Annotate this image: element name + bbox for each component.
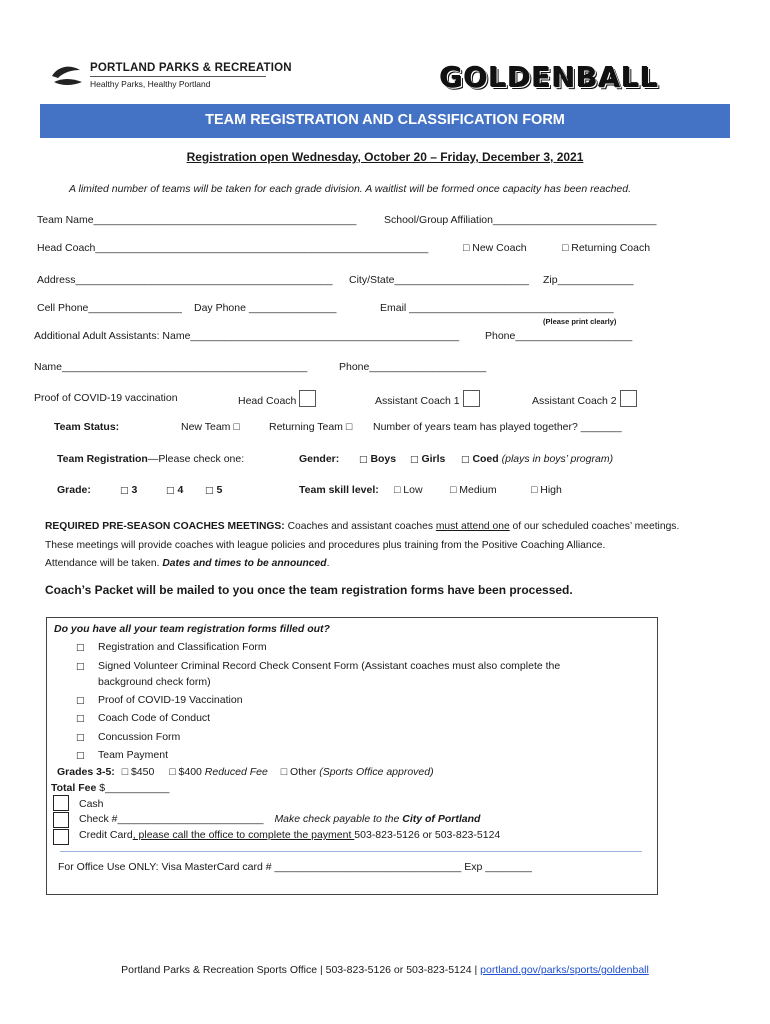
gender-girls[interactable]: □ Girls bbox=[410, 453, 446, 465]
skill-level-label: Team skill level: bbox=[299, 484, 379, 496]
covid-assistant-1[interactable] bbox=[375, 390, 480, 407]
fee-450[interactable]: □ $450 bbox=[121, 766, 155, 778]
team-name-field[interactable]: Team Name_____________________________________________ bbox=[37, 214, 357, 226]
meetings-period: . bbox=[326, 558, 330, 569]
fee-400[interactable]: □ $400 bbox=[169, 766, 202, 778]
gender-coed-label: Coed bbox=[472, 453, 499, 465]
grade-5-label: 5 bbox=[216, 484, 223, 496]
coed-note: (plays in boys’ program) bbox=[501, 453, 614, 465]
meetings-line-1 bbox=[45, 521, 679, 532]
total-fee-label: Total Fee bbox=[51, 782, 97, 794]
new-team-checkbox[interactable]: New Team □ bbox=[181, 421, 240, 433]
covid-assistant-1-checkbox[interactable] bbox=[463, 390, 480, 407]
fee-other-note: (Sports Office approved) bbox=[319, 766, 434, 778]
ppr-tagline: Healthy Parks, Healthy Portland bbox=[90, 79, 211, 89]
city-of-portland: City of Portland bbox=[402, 813, 481, 825]
skill-medium[interactable]: □ Medium bbox=[450, 484, 497, 496]
credit-card-instruction: , please call the office to complete the payment bbox=[132, 829, 355, 841]
grade-label: Grade: bbox=[57, 484, 91, 496]
covid-assistant-2-checkbox[interactable] bbox=[620, 390, 637, 407]
grade-4-label: 4 bbox=[177, 484, 184, 496]
ppr-divider bbox=[90, 76, 266, 77]
credit-checkbox[interactable] bbox=[53, 829, 69, 845]
meetings-line-2: These meetings will provide coaches with league policies and procedures plus training from the Positive Coaching Alliance. bbox=[45, 540, 606, 551]
waitlist-note: A limited number of teams will be taken for each grade division. A waitlist will be formed once capacity has been reached. bbox=[68, 183, 632, 195]
checklist-item-6-label: Team Payment bbox=[98, 749, 169, 761]
checklist-question: Do you have all your team registration forms filled out? bbox=[54, 623, 330, 635]
footer bbox=[0, 964, 770, 976]
meetings-text-1: Coaches and assistant coaches bbox=[284, 521, 436, 532]
returning-coach-checkbox[interactable]: □ Returning Coach bbox=[562, 242, 651, 254]
checklist-item-5-label: Concussion Form bbox=[98, 731, 181, 743]
total-fee[interactable] bbox=[51, 782, 169, 794]
fees-line bbox=[57, 766, 434, 778]
check-checkbox[interactable] bbox=[53, 812, 69, 828]
reduced-fee: Reduced Fee bbox=[204, 766, 268, 778]
phone2-field[interactable]: Phone____________________ bbox=[339, 361, 487, 373]
form-title: TEAM REGISTRATION AND CLASSIFICATION FORM bbox=[205, 112, 565, 128]
total-fee-value[interactable]: $___________ bbox=[99, 782, 170, 794]
covid-head-coach-label: Head Coach bbox=[238, 395, 297, 407]
fee-other[interactable]: □ Other bbox=[280, 766, 317, 778]
office-divider bbox=[60, 851, 642, 852]
meetings-must-attend: must attend one bbox=[435, 521, 510, 532]
team-status-label: Team Status: bbox=[54, 421, 120, 433]
gender-label: Gender: bbox=[299, 453, 340, 465]
zip-field[interactable]: Zip_____________ bbox=[543, 274, 634, 286]
checklist-item-1-label: Registration and Classification Form bbox=[98, 641, 267, 653]
team-registration-label: Team Registration bbox=[57, 453, 148, 465]
registration-dates: Registration open Wednesday, October 20 – Friday, December 3, 2021 bbox=[186, 150, 584, 164]
check-number-field[interactable]: Check #_________________________ bbox=[79, 813, 264, 825]
checklist-item-4[interactable]: □ Coach Code of Conduct bbox=[76, 712, 211, 724]
print-clearly-note: (Please print clearly) bbox=[543, 317, 617, 326]
grade-3[interactable]: □ 3 bbox=[120, 484, 138, 496]
day-phone-field[interactable]: Day Phone _______________ bbox=[194, 302, 337, 314]
ppr-logo bbox=[50, 58, 292, 92]
cash-label: Cash bbox=[79, 798, 104, 810]
office-use-line: For Office Use ONLY: Visa MasterCard card # ________________________________ Exp ________ bbox=[58, 861, 533, 873]
checklist-item-3-label: Proof of COVID-19 Vaccination bbox=[98, 694, 243, 706]
years-together-field[interactable]: Number of years team has played together? _______ bbox=[373, 421, 622, 433]
meetings-attendance: Attendance will be taken. bbox=[45, 558, 163, 569]
checklist-item-5[interactable]: □ Concussion Form bbox=[76, 731, 181, 743]
covid-proof-label: Proof of COVID-19 vaccination bbox=[34, 392, 178, 404]
address-field[interactable]: Address____________________________________________ bbox=[37, 274, 333, 286]
goldenball-wordmark: GOLDENBALL bbox=[440, 61, 660, 94]
credit-card-line bbox=[79, 829, 500, 841]
check-line bbox=[79, 813, 480, 825]
team-registration-line bbox=[57, 453, 244, 465]
grade-4[interactable]: □ 4 bbox=[166, 484, 184, 496]
grades-label: Grades 3-5: bbox=[57, 766, 115, 778]
meetings-text-2: of our scheduled coaches’ meetings. bbox=[509, 521, 680, 532]
covid-head-coach-checkbox[interactable] bbox=[299, 390, 316, 407]
meetings-label: REQUIRED PRE-SEASON COACHES MEETINGS: bbox=[45, 521, 285, 532]
goldenball-logo bbox=[440, 56, 660, 100]
checklist-item-3[interactable]: □ Proof of COVID-19 Vaccination bbox=[76, 694, 243, 706]
school-affiliation-field[interactable]: School/Group Affiliation____________________________ bbox=[384, 214, 657, 226]
email-field[interactable]: Email ___________________________________ bbox=[380, 302, 614, 314]
new-coach-checkbox[interactable]: □ New Coach bbox=[463, 242, 527, 254]
team-registration-instruction: —Please check one: bbox=[147, 453, 245, 465]
checklist-item-4-label: Coach Code of Conduct bbox=[98, 712, 211, 724]
cash-checkbox[interactable] bbox=[53, 795, 69, 811]
grade-3-label: 3 bbox=[131, 484, 138, 496]
footer-link[interactable]: portland.gov/parks/sports/goldenball bbox=[480, 964, 649, 976]
checklist-item-6[interactable]: □ Team Payment bbox=[76, 749, 169, 761]
assistants-name-field[interactable]: Additional Adult Assistants: Name______________________________________________ bbox=[34, 330, 460, 342]
check-payable: Make check payable to the bbox=[274, 813, 403, 825]
credit-card-phone: 503-823-5126 or 503-823-5124 bbox=[354, 829, 501, 841]
gender-girls-label: Girls bbox=[421, 453, 446, 465]
covid-assistant-2[interactable] bbox=[532, 390, 637, 407]
assistants-phone-field[interactable]: Phone____________________ bbox=[485, 330, 633, 342]
name2-field[interactable]: Name__________________________________________ bbox=[34, 361, 308, 373]
gender-coed[interactable]: □ Coed (plays in boys’ program) bbox=[461, 453, 614, 465]
city-state-field[interactable]: City/State_______________________ bbox=[349, 274, 529, 286]
gender-boys-label: Boys bbox=[370, 453, 397, 465]
covid-assistant-2-label: Assistant Coach 2 bbox=[532, 395, 617, 407]
head-coach-field[interactable]: Head Coach_________________________________________________________ bbox=[37, 242, 429, 254]
checklist-item-2-label: Signed Volunteer Criminal Record Check Consent Form (Assistant coaches must also complete the bbox=[98, 660, 561, 672]
covid-head-coach[interactable] bbox=[238, 390, 316, 407]
skill-high[interactable]: □ High bbox=[531, 484, 562, 496]
hand-leaf-icon bbox=[50, 60, 84, 90]
checklist-item-2[interactable]: □ Signed Volunteer Criminal Record Check Consent Form (Assistant coaches must also complete the bbox=[76, 660, 561, 672]
meetings-dates: Dates and times to be announced bbox=[162, 558, 327, 569]
skill-low[interactable]: □ Low bbox=[394, 484, 423, 496]
checklist-item-1[interactable]: □ Registration and Classification Form bbox=[76, 641, 267, 653]
covid-assistant-1-label: Assistant Coach 1 bbox=[375, 395, 460, 407]
credit-card-label: Credit Card bbox=[79, 829, 133, 841]
gender-boys[interactable]: □ Boys bbox=[359, 453, 397, 465]
returning-team-checkbox[interactable]: Returning Team □ bbox=[269, 421, 353, 433]
cell-phone-field[interactable]: Cell Phone________________ bbox=[37, 302, 182, 314]
coach-packet-note: Coach’s Packet will be mailed to you once the team registration forms have been processed. bbox=[45, 583, 573, 597]
checklist-item-2-cont: background check form) bbox=[98, 676, 211, 688]
meetings-line-3 bbox=[45, 558, 329, 569]
grade-5[interactable]: □ 5 bbox=[205, 484, 223, 496]
footer-text: Portland Parks & Recreation Sports Office | 503-823-5126 or 503-823-5124 | bbox=[121, 964, 481, 976]
ppr-name: PORTLAND PARKS & RECREATION bbox=[90, 62, 292, 74]
